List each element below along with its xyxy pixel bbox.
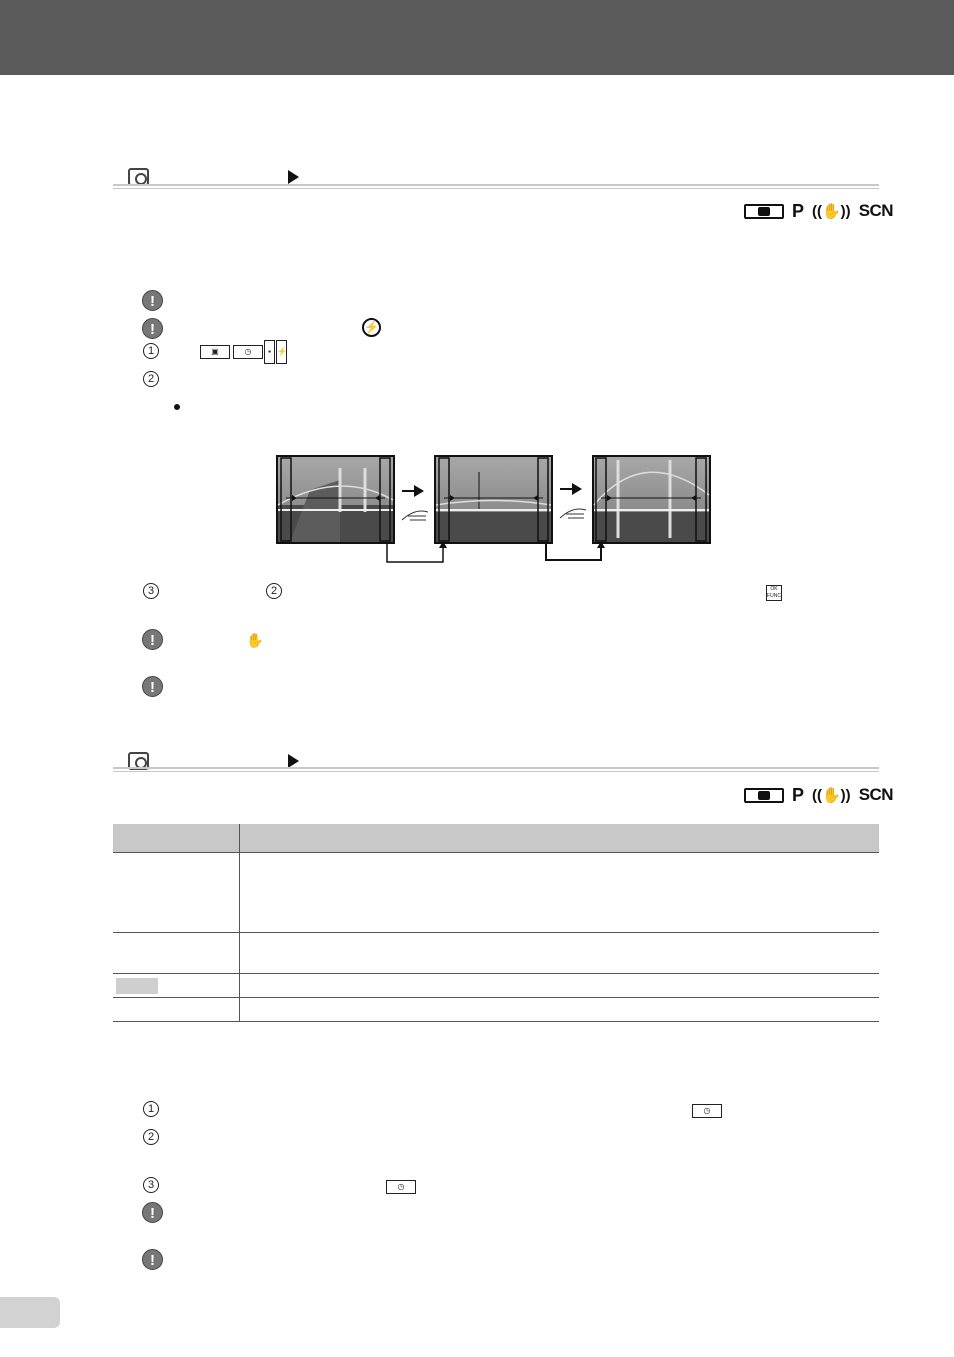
table-cell [113,933,240,974]
dis-mode-icon: ((✋)) [812,203,851,220]
func-label: FUNC [767,593,781,599]
mode-strip [744,785,893,805]
caution-icon: ! [142,629,163,650]
table-cell [113,998,240,1022]
step-number: 1 [143,1101,159,1117]
camera-mode-icon [744,204,784,219]
caution-icon: ! [142,290,163,311]
dis-mode-icon: ((✋)) [812,787,851,804]
table-header-cell [240,824,880,853]
table-header-cell [113,824,240,853]
header-bar [0,0,954,75]
program-mode-label: P [792,201,805,221]
self-timer-button-icon: ◷ [386,1180,416,1194]
table-row [113,853,879,933]
table-cell [240,853,880,933]
step-number: 1 [143,343,159,359]
table-row [113,933,879,974]
step-number: 3 [143,583,159,599]
table-row [113,998,879,1022]
caution-icon: ! [142,318,163,339]
flash-button-icon: ⚡ [276,340,287,364]
caution-icon: ! [142,676,163,697]
panorama-frame-2 [435,456,552,543]
panorama-frame-1 [277,456,394,543]
ok-func-button-icon [766,585,782,601]
panorama-frame-3 [593,456,710,543]
default-setting-marker [116,978,158,994]
step-number: 2 [143,371,159,387]
bullet [174,404,180,410]
page-number-tab [0,1297,60,1328]
section-rule [113,767,879,772]
section-rule [113,184,879,189]
camera-mode-icon [744,788,784,803]
caution-icon: ! [142,1202,163,1223]
table-cell [240,933,880,974]
self-timer-button-icon: ◷ [692,1104,722,1118]
table-cell [113,853,240,933]
self-timer-button-icon: ◷ [233,345,263,359]
macro-button-icon: ▪ [264,340,275,364]
play-arrow-icon [288,170,299,184]
settings-table [113,824,879,1022]
flash-off-icon: ⚡ [362,318,381,337]
table-cell [240,998,880,1022]
table-header-row [113,824,879,853]
table-cell [113,974,240,998]
step-number: 3 [143,1177,159,1193]
scene-mode-label: SCN [858,201,894,220]
panorama-illustration [270,450,720,570]
ok-label: OK [770,586,778,592]
play-arrow-icon [288,754,299,768]
step-reference: 2 [266,583,282,599]
dis-mode-icon: ✋ [246,632,264,648]
program-mode-label: P [792,785,805,805]
exposure-button-icon: ▣ [200,345,230,359]
scene-mode-label: SCN [858,785,894,804]
table-row [113,974,879,998]
step-number: 2 [143,1129,159,1145]
table-cell [240,974,880,998]
mode-strip [744,201,893,221]
caution-icon: ! [142,1249,163,1270]
